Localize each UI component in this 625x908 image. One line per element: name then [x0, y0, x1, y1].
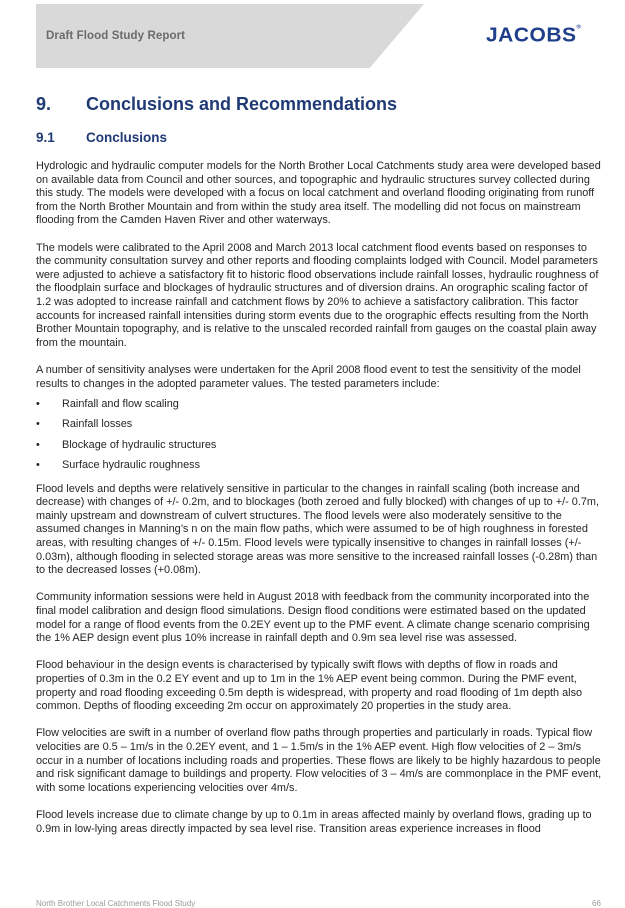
list-item-text: Rainfall and flow scaling: [62, 397, 179, 410]
report-title: Draft Flood Study Report: [46, 30, 186, 42]
paragraph: Community information sessions were held in August 2018 with feedback from the community incorporated into the final model calibration and design flood simulations. Design flood conditions were estimated based on the updated model for a range of flood events from the 0.2EY event up to the PMF event. A climate change scenario comprising the 1% AEP design event plus 10% increase in rainfall depth and 0.9m sea level rise was assessed.: [36, 591, 590, 645]
paragraph: The models were calibrated to the April 2008 and March 2013 local catchment flood events based on responses to the community consultation survey and other reports and flooding complaints lodged with Council. Model parameters were adjusted to achieve a satisfactory fit to historic flood observations include rainfall losses, hydraulic roughness of the floodplain surface and blockages of hydraulic structures and of diversion drains. An orographic scaling factor of 1.2 was adopted to increase rainfall and catchment flows by 20% to achieve a satisfactory calibration. This factor accounts for increased rainfall intensities during storm events due to the orographic effects resulting from the North Brother Mountain topography, and is relative to the unscaled recorded rainfall from gauges on the coastal plain away from the mountain.: [36, 241, 599, 349]
subsection-number: 9.1: [36, 130, 55, 145]
paragraph: Flow velocities are swift in a number of overland flow paths through properties and particularly in roads. Typical flow velocities are 0.5 – 1m/s in the 0.2EY event, and 1 – 1.5m/s in the 1% AEP event. High flow velocities of 2 – 3m/s occur in a number of locations including roads and properties. These flows are likely to be highly hazardous to people and risk significant damage to buildings and property. Flow velocities of 3 – 4m/s are commonplace in the PMF event, with some locations experiencing velocities over 4m/s.: [36, 727, 602, 794]
section-number: 9.: [36, 94, 52, 114]
list-item: [36, 439, 604, 453]
paragraph: Flood levels increase due to climate change by up to 0.1m in areas affected mainly by overland flows, grading up to 0.9m in low-lying areas directly impacted by sea level rise. Transition areas experience increases in flood: [36, 808, 592, 835]
footer-document-title: North Brother Local Catchments Flood Study: [36, 899, 196, 908]
list-item: [36, 418, 604, 432]
list-item: [36, 398, 604, 412]
bullet-icon: •: [36, 418, 40, 431]
paragraph: Flood behaviour in the design events is characterised by typically swift flows with depths of flow in roads and properties of 0.3m in the 0.2 EY event and up to 1m in the 1% AEP event being common. During the PMF event, property and road flooding exceeding 0.5m depth is widespread, with property and road flooding of 1m depth also common. Depths of flooding exceeding 2m occur on approximately 20 properties in the study area.: [36, 659, 583, 713]
list-item-text: Blockage of hydraulic structures: [62, 438, 217, 451]
list-item: [36, 459, 604, 473]
section-heading: [36, 94, 397, 115]
page-header: [0, 0, 625, 72]
bullet-icon: •: [36, 397, 40, 410]
logo-registered-mark: ®: [576, 24, 582, 31]
list-item-text: Surface hydraulic roughness: [62, 459, 201, 472]
bullet-icon: •: [36, 459, 40, 472]
body-text: [36, 160, 604, 850]
paragraph: A number of sensitivity analyses were undertaken for the April 2008 flood event to test the sensitivity of the model results to changes in the adopted parameter values. The tested parameters include:: [36, 363, 581, 390]
paragraph: Hydrologic and hydraulic computer models for the North Brother Local Catchments study area were developed based on available data from Council and other sources, and topographic and hydraulic structures survey collected during this study. The models were developed with a focus on local catchment and overland flooding originating from runoff from the North Brother Mountain and from within the study area itself. The modelling did not focus on mainstream flooding from the Camden Haven River and other waterways.: [36, 160, 601, 227]
subsection-title: Conclusions: [86, 130, 168, 145]
subsection-heading: [36, 130, 167, 145]
paragraph: Flood levels and depths were relatively sensitive in particular to the changes in rainfall scaling (both increase and decrease) with changes of +/- 0.2m, and to blockages (both zeroed and fully blocked) with changes of up to +/- 0.7m, mainly upstream and downstream of culvert structures. The flood levels were also moderately sensitive to the assumed changes in Manning’s n on the main flow paths, which were assumed to be of high roughness in forested areas, with resulting changes of +/- 0.15m. Flood levels were typically insensitive to changes in rainfall losses (+/- 0.03m), although flooding in selected storage areas was more sensitive to the increased rainfall losses (-0.28m) than to the decreased losses (+0.08m).: [36, 482, 600, 577]
logo-text: JACOBS: [486, 24, 577, 47]
section-title: Conclusions and Recommendations: [86, 94, 398, 114]
footer-page-number: 66: [592, 899, 601, 908]
bullet-list: [36, 398, 604, 473]
bullet-icon: •: [36, 438, 40, 451]
jacobs-logo: [486, 25, 581, 48]
list-item-text: Rainfall losses: [62, 418, 133, 431]
